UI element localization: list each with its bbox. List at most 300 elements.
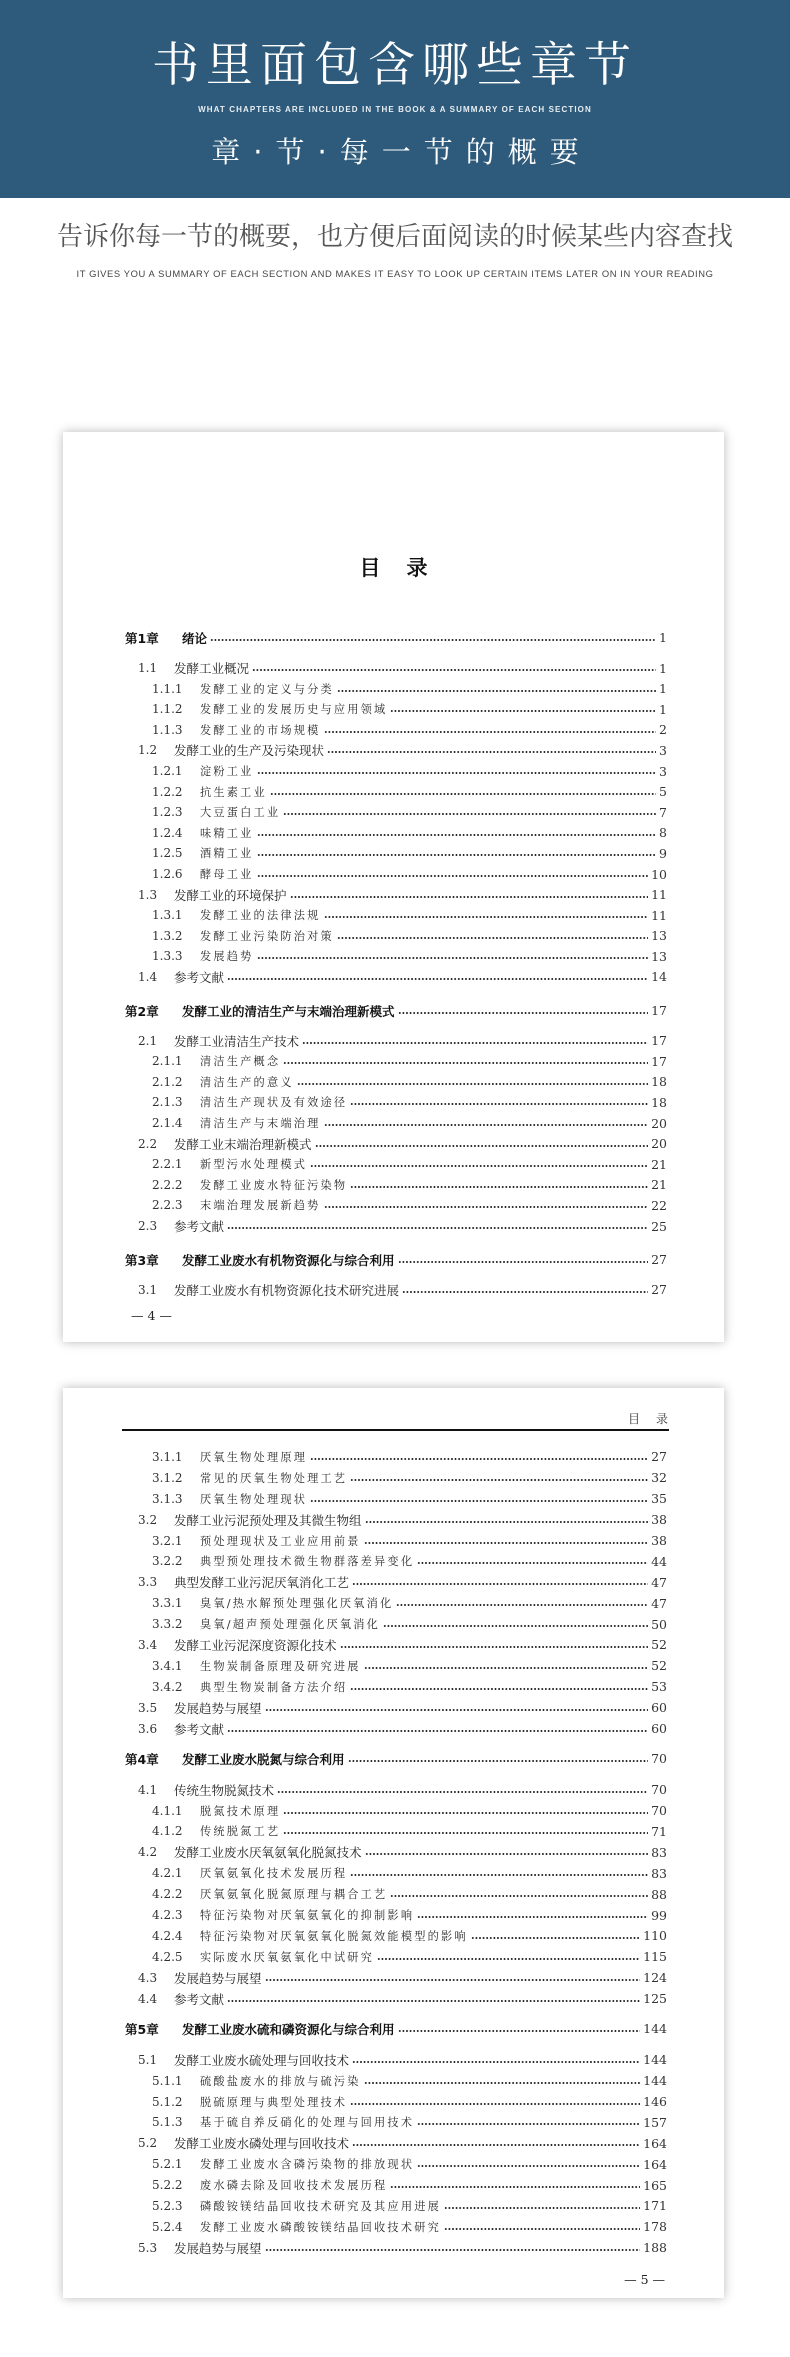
- entry-title: 发酵工业的清洁生产与末端治理新模式: [182, 1003, 395, 1019]
- dot-leader: [310, 1499, 648, 1503]
- entry-title: 特征污染物对厌氧氨氧化的抑制影响: [200, 1909, 415, 1923]
- entry-title: 发酵工业的生产及污染现状: [174, 743, 325, 759]
- toc-entry-subsection: [63, 1488, 667, 1509]
- toc-entry-chapter: [63, 2018, 667, 2039]
- entry-title: 抗生素工业: [200, 785, 267, 799]
- entry-page-number: 18: [651, 1074, 667, 1090]
- dot-leader: [324, 915, 649, 919]
- dot-leader: [364, 1541, 648, 1545]
- entry-page-number: 32: [651, 1470, 667, 1486]
- entry-page-number: 99: [651, 1907, 667, 1923]
- header-rule: [122, 1429, 669, 1431]
- entry-title: 参考文献: [174, 1219, 225, 1235]
- entry-number: 5.1.3: [152, 2115, 183, 2130]
- dot-leader: [257, 771, 656, 775]
- entry-number: 第5章: [125, 2021, 159, 2037]
- entry-number: 1.3.3: [152, 949, 183, 964]
- toc-entry-section: [63, 1988, 667, 2009]
- dot-leader: [377, 1957, 640, 1961]
- toc-entry-subsection: [63, 761, 667, 782]
- entry-number: 3.2: [138, 1512, 158, 1527]
- entry-page-number: 50: [651, 1616, 667, 1632]
- entry-page-number: 52: [651, 1637, 667, 1653]
- toc-entry-subsection: [63, 2154, 667, 2175]
- toc-entries: [63, 628, 667, 1300]
- toc-entry-section: [63, 2049, 667, 2070]
- entry-title: 发酵工业的市场规模: [200, 723, 321, 737]
- entry-page-number: 17: [651, 1053, 667, 1069]
- entry-title: 发酵工业废水有机物资源化技术研究进展: [174, 1282, 400, 1298]
- entry-title: 发酵工业废水硫和磷资源化与综合利用: [182, 2021, 395, 2037]
- toc-entry-subsection: [63, 1925, 667, 1946]
- entry-page-number: 27: [651, 1282, 667, 1298]
- entry-title: 典型发酵工业污泥厌氧消化工艺: [174, 1575, 350, 1591]
- entry-number: 2.2.1: [152, 1157, 183, 1172]
- dot-leader: [315, 1144, 649, 1148]
- dot-leader: [283, 812, 656, 816]
- toc-entry-subsection: [63, 2216, 667, 2237]
- dot-leader: [398, 2029, 641, 2033]
- dot-leader: [257, 853, 656, 857]
- dot-leader: [352, 2060, 640, 2064]
- entry-number: 1.2.6: [152, 867, 183, 882]
- toc-page-1: [63, 432, 724, 1342]
- entry-page-number: 188: [643, 2240, 667, 2256]
- entry-number: 2.1.1: [152, 1054, 183, 1069]
- entry-page-number: 52: [651, 1658, 667, 1674]
- toc-entry-subsection: [63, 1195, 667, 1216]
- intro-text-en: IT GIVES YOU A SUMMARY OF EACH SECTION AND MAKES IT EASY TO LOOK UP CERTAIN ITEMS LATER ON IN YOUR READING: [76, 268, 714, 279]
- entry-title: 酒精工业: [200, 847, 254, 861]
- entry-number: 1.2.5: [152, 846, 183, 861]
- entry-title: 发酵工业的发展历史与应用领域: [200, 703, 388, 717]
- toc-entry-chapter: [63, 628, 667, 649]
- entry-title: 脱氮技术原理: [200, 1804, 281, 1818]
- toc-entry-subsection: [63, 843, 667, 864]
- entry-title: 发酵工业的定义与分类: [200, 682, 334, 696]
- toc-entry-subsection: [63, 1884, 667, 1905]
- entry-page-number: 171: [643, 2198, 667, 2214]
- toc-entry-section: [63, 740, 667, 761]
- entry-page-number: 22: [651, 1197, 667, 1213]
- entry-page-number: 35: [651, 1491, 667, 1507]
- entry-number: 4.2: [138, 1845, 158, 1860]
- entry-title: 发展趋势与展望: [174, 2240, 262, 2256]
- toc-entry-chapter: [63, 1249, 667, 1270]
- toc-entry-subsection: [63, 1800, 667, 1821]
- toc-entry-section: [63, 2133, 667, 2154]
- entry-page-number: 21: [651, 1156, 667, 1172]
- entry-title: 发酵工业废水厌氧氨氧化脱氮技术: [174, 1845, 362, 1861]
- entry-page-number: 165: [643, 2177, 667, 2193]
- dot-leader: [398, 1011, 649, 1015]
- entry-page-number: 1: [659, 681, 667, 697]
- banner-title: 书里面包含哪些章节: [152, 38, 638, 93]
- dot-leader: [257, 874, 649, 878]
- toc-entry-chapter: [63, 1000, 667, 1021]
- dot-leader: [390, 1894, 648, 1898]
- entry-page-number: 70: [651, 1751, 667, 1767]
- entry-number: 2.2.3: [152, 1198, 183, 1213]
- entry-page-number: 124: [643, 1970, 667, 1986]
- entry-title: 发酵工业污染防治对策: [200, 929, 334, 943]
- toc-entries: [63, 1447, 667, 2259]
- entry-number: 1.4: [138, 969, 158, 984]
- entry-title: 实际废水厌氧氨氧化中试研究: [200, 1950, 375, 1964]
- entry-page-number: 13: [651, 928, 667, 944]
- entry-title: 发酵工业废水有机物资源化与综合利用: [182, 1252, 395, 1268]
- entry-number: 5.2.2: [152, 2178, 183, 2193]
- entry-title: 参考文献: [174, 1721, 225, 1737]
- dot-leader: [310, 1457, 648, 1461]
- dot-leader: [364, 2081, 640, 2085]
- entry-title: 味精工业: [200, 826, 254, 840]
- toc-entry-section: [63, 967, 667, 988]
- entry-page-number: 10: [651, 866, 667, 882]
- dot-leader: [302, 1041, 648, 1045]
- entry-number: 1.3: [138, 887, 158, 902]
- entry-title: 发酵工业的环境保护: [174, 887, 287, 903]
- entry-number: 3.2.1: [152, 1533, 183, 1548]
- dot-leader: [265, 1708, 649, 1712]
- entry-title: 厌氧生物处理现状: [200, 1492, 308, 1506]
- entry-number: 3.6: [138, 1721, 158, 1736]
- toc-entry-subsection: [63, 1051, 667, 1072]
- toc-entry-subsection: [63, 781, 667, 802]
- toc-entry-subsection: [63, 1175, 667, 1196]
- toc-entry-subsection: [63, 720, 667, 741]
- dot-leader: [324, 1123, 649, 1127]
- toc-entry-subsection: [63, 1467, 667, 1488]
- entry-title: 生物炭制备原理及研究进展: [200, 1659, 361, 1673]
- entry-number: 4.1.2: [152, 1824, 183, 1839]
- toc-entry-subsection: [63, 864, 667, 885]
- dot-leader: [444, 2206, 640, 2210]
- entry-number: 第4章: [125, 1751, 159, 1767]
- toc-entry-subsection: [63, 1092, 667, 1113]
- entry-title: 臭氧/超声预处理强化厌氧消化: [200, 1618, 381, 1632]
- entry-page-number: 27: [651, 1252, 667, 1268]
- entry-title: 发酵工业末端治理新模式: [174, 1136, 312, 1152]
- dot-leader: [297, 1082, 648, 1086]
- entry-number: 4.3: [138, 1970, 158, 1985]
- dot-leader: [283, 1061, 648, 1065]
- entry-page-number: 2: [659, 722, 667, 738]
- entry-number: 1.2: [138, 743, 158, 758]
- dot-leader: [417, 1915, 648, 1919]
- entry-title: 发酵工业污泥深度资源化技术: [174, 1637, 337, 1653]
- dot-leader: [310, 1164, 648, 1168]
- toc-entry-chapter: [63, 1748, 667, 1769]
- entry-title: 废水磷去除及回收技术发展历程: [200, 2179, 388, 2193]
- entry-number: 1.2.3: [152, 805, 183, 820]
- entry-page-number: 18: [651, 1094, 667, 1110]
- toc-entry-section: [63, 1779, 667, 1800]
- entry-page-number: 115: [643, 1949, 667, 1965]
- toc-entry-section: [63, 1133, 667, 1154]
- toc-entry-subsection: [63, 1530, 667, 1551]
- entry-title: 磷酸铵镁结晶回收技术研究及其应用进展: [200, 2199, 441, 2213]
- entry-number: 1.1.3: [152, 722, 183, 737]
- entry-page-number: 70: [651, 1803, 667, 1819]
- header-banner: [0, 0, 790, 198]
- dot-leader: [350, 1873, 648, 1877]
- entry-title: 发酵工业概况: [174, 661, 250, 677]
- toc-entry-subsection: [63, 699, 667, 720]
- entry-title: 清洁生产与末端治理: [200, 1117, 321, 1131]
- entry-title: 大豆蛋白工业: [200, 806, 281, 820]
- dot-leader: [364, 1666, 648, 1670]
- entry-number: 3.1.2: [152, 1470, 183, 1485]
- entry-number: 3.4.1: [152, 1658, 183, 1673]
- entry-title: 常见的厌氧生物处理工艺: [200, 1471, 348, 1485]
- entry-title: 脱硫原理与典型处理技术: [200, 2095, 348, 2109]
- toc-entry-subsection: [63, 1676, 667, 1697]
- toc-entry-subsection: [63, 1447, 667, 1468]
- entry-page-number: 60: [651, 1700, 667, 1716]
- dot-leader: [227, 1226, 648, 1230]
- page-number-footer: — 5 —: [624, 2272, 665, 2287]
- entry-page-number: 53: [651, 1679, 667, 1695]
- entry-page-number: 3: [659, 742, 667, 758]
- entry-number: 3.5: [138, 1700, 158, 1715]
- dot-leader: [265, 2248, 641, 2252]
- entry-title: 清洁生产现状及有效途径: [200, 1096, 348, 1110]
- toc-entry-subsection: [63, 1072, 667, 1093]
- dot-leader: [340, 1645, 649, 1649]
- entry-title: 发展趋势与展望: [174, 1970, 262, 1986]
- entry-title: 清洁生产概念: [200, 1055, 281, 1069]
- entry-page-number: 11: [651, 907, 667, 923]
- entry-page-number: 144: [643, 2073, 667, 2089]
- entry-number: 2.1: [138, 1033, 158, 1048]
- toc-entry-subsection: [63, 1946, 667, 1967]
- dot-leader: [471, 1936, 640, 1940]
- entry-number: 4.1.1: [152, 1803, 183, 1818]
- entry-number: 1.1.1: [152, 681, 183, 696]
- entry-page-number: 88: [651, 1886, 667, 1902]
- entry-page-number: 47: [651, 1595, 667, 1611]
- page-number-footer: — 4 —: [131, 1308, 172, 1323]
- toc-entry-section: [63, 2237, 667, 2258]
- entry-title: 清洁生产的意义: [200, 1075, 294, 1089]
- toc-entry-subsection: [63, 678, 667, 699]
- entry-number: 第1章: [125, 630, 159, 646]
- entry-page-number: 144: [643, 2052, 667, 2068]
- toc-entry-subsection: [63, 1863, 667, 1884]
- banner-subtitle-en: WHAT CHAPTERS ARE INCLUDED IN THE BOOK & A SUMMARY OF EACH SECTION: [198, 105, 592, 114]
- entry-page-number: 17: [651, 1003, 667, 1019]
- entry-title: 发酵工业清洁生产技术: [174, 1033, 300, 1049]
- dot-leader: [417, 2122, 640, 2126]
- entry-number: 2.2: [138, 1136, 158, 1151]
- toc-entry-subsection: [63, 946, 667, 967]
- entry-number: 1.3.1: [152, 908, 183, 923]
- entry-number: 1.2.4: [152, 825, 183, 840]
- toc-entry-section: [63, 1967, 667, 1988]
- entry-page-number: 27: [651, 1449, 667, 1465]
- entry-page-number: 164: [643, 2135, 667, 2151]
- entry-number: 3.4.2: [152, 1679, 183, 1694]
- entry-page-number: 5: [659, 784, 667, 800]
- entry-number: 2.2.2: [152, 1177, 183, 1192]
- entry-title: 参考文献: [174, 1991, 225, 2007]
- toc-entry-subsection: [63, 1905, 667, 1926]
- entry-number: 1.2.1: [152, 764, 183, 779]
- dot-leader: [283, 1811, 648, 1815]
- entry-title: 传统生物脱氮技术: [174, 1782, 275, 1798]
- entry-page-number: 144: [643, 2021, 667, 2037]
- dot-leader: [270, 792, 656, 796]
- entry-page-number: 70: [651, 1782, 667, 1798]
- entry-title: 末端治理发展新趋势: [200, 1199, 321, 1213]
- intro-text-cn: 告诉你每一节的概要，也方便后面阅读的时候某些内容查找: [56, 222, 733, 252]
- dot-leader: [350, 1478, 648, 1482]
- entry-page-number: 71: [651, 1823, 667, 1839]
- dot-leader: [417, 2164, 640, 2168]
- entry-page-number: 3: [659, 763, 667, 779]
- entry-page-number: 9: [659, 845, 667, 861]
- dot-leader: [337, 936, 648, 940]
- dot-leader: [402, 1290, 648, 1294]
- entry-number: 3.4: [138, 1637, 158, 1652]
- toc-entry-subsection: [63, 802, 667, 823]
- entry-number: 3.3.2: [152, 1617, 183, 1632]
- entry-title: 基于硫自养反硝化的处理与回用技术: [200, 2116, 415, 2130]
- entry-title: 厌氧氨氧化脱氮原理与耦合工艺: [200, 1888, 388, 1902]
- dot-leader: [398, 1260, 649, 1264]
- toc-entry-section: [63, 1030, 667, 1051]
- toc-entry-subsection: [63, 2175, 667, 2196]
- entry-number: 1.1: [138, 661, 158, 676]
- dot-leader: [350, 2102, 640, 2106]
- toc-entry-section: [63, 1216, 667, 1237]
- toc-title: 目录: [359, 556, 454, 580]
- dot-leader: [324, 730, 657, 734]
- toc-entry-section: [63, 884, 667, 905]
- toc-entry-subsection: [63, 2091, 667, 2112]
- dot-leader: [365, 1852, 649, 1856]
- entry-title: 新型污水处理模式: [200, 1158, 308, 1172]
- toc-entry-subsection: [63, 2112, 667, 2133]
- entry-number: 第3章: [125, 1252, 159, 1268]
- dot-leader: [283, 1831, 648, 1835]
- entry-number: 2.1.4: [152, 1116, 183, 1131]
- dot-leader: [290, 895, 649, 899]
- entry-number: 第2章: [125, 1003, 159, 1019]
- entry-page-number: 110: [643, 1928, 667, 1944]
- entry-page-number: 1: [659, 701, 667, 717]
- dot-leader: [444, 2227, 640, 2231]
- dot-leader: [352, 2143, 640, 2147]
- toc-entry-subsection: [63, 823, 667, 844]
- entry-title: 厌氧生物处理原理: [200, 1450, 308, 1464]
- entry-number: 3.1.3: [152, 1491, 183, 1506]
- dot-leader: [350, 1185, 648, 1189]
- dot-leader: [210, 638, 656, 642]
- entry-title: 特征污染物对厌氧氨氧化脱氮效能模型的影响: [200, 1929, 468, 1943]
- dot-leader: [257, 956, 649, 960]
- dot-leader: [383, 1624, 648, 1628]
- entry-page-number: 20: [651, 1115, 667, 1131]
- entry-page-number: 8: [659, 825, 667, 841]
- entry-number: 4.2.3: [152, 1908, 183, 1923]
- dot-leader: [227, 1729, 648, 1733]
- entry-page-number: 17: [651, 1033, 667, 1049]
- entry-number: 1.1.2: [152, 702, 183, 717]
- entry-page-number: 7: [659, 804, 667, 820]
- dot-leader: [257, 833, 656, 837]
- dot-leader: [327, 750, 656, 754]
- toc-entry-subsection: [63, 2070, 667, 2091]
- toc-entry-section: [63, 1279, 667, 1300]
- dot-leader: [348, 1759, 649, 1763]
- entry-number: 5.2.1: [152, 2157, 183, 2172]
- dot-leader: [265, 1978, 641, 1982]
- toc-entry-section: [63, 1572, 667, 1593]
- dot-leader: [365, 1520, 649, 1524]
- entry-page-number: 178: [643, 2219, 667, 2235]
- entry-number: 2.1.2: [152, 1074, 183, 1089]
- entry-title: 绪论: [182, 630, 208, 646]
- entry-page-number: 83: [651, 1844, 667, 1860]
- entry-title: 发酵工业废水含磷污染物的排放现状: [200, 2158, 415, 2172]
- entry-title: 硫酸盐废水的排放与硫污染: [200, 2074, 361, 2088]
- entry-title: 发酵工业废水磷酸铵镁结晶回收技术研究: [200, 2220, 441, 2234]
- dot-leader: [396, 1603, 648, 1607]
- entry-page-number: 44: [651, 1553, 667, 1569]
- entry-number: 5.1: [138, 2052, 158, 2067]
- entry-number: 4.2.2: [152, 1887, 183, 1902]
- entry-number: 5.3: [138, 2240, 158, 2255]
- entry-number: 3.2.2: [152, 1554, 183, 1569]
- banner-tagline: 章·节·每一节的概要: [211, 135, 592, 169]
- entry-number: 1.2.2: [152, 784, 183, 799]
- toc-page-2: [63, 1388, 724, 2298]
- entry-number: 2.1.3: [152, 1095, 183, 1110]
- entry-page-number: 11: [651, 887, 667, 903]
- toc-entry-subsection: [63, 1593, 667, 1614]
- entry-title: 典型预处理技术微生物群落差异变化: [200, 1555, 415, 1569]
- entry-page-number: 60: [651, 1721, 667, 1737]
- dot-leader: [252, 668, 656, 672]
- entry-number: 3.3.1: [152, 1596, 183, 1611]
- entry-number: 2.3: [138, 1219, 158, 1234]
- entry-page-number: 38: [651, 1533, 667, 1548]
- entry-number: 1.3.2: [152, 928, 183, 943]
- entry-title: 发酵工业废水硫处理与回收技术: [174, 2052, 350, 2068]
- toc-entry-subsection: [63, 1821, 667, 1842]
- entry-page-number: 13: [651, 948, 667, 964]
- entry-page-number: 47: [651, 1574, 667, 1590]
- entry-page-number: 38: [651, 1512, 667, 1528]
- dot-leader: [352, 1582, 648, 1586]
- entry-number: 4.2.4: [152, 1928, 183, 1943]
- toc-entry-subsection: [63, 1551, 667, 1572]
- toc-entry-subsection: [63, 926, 667, 947]
- entry-number: 4.2.5: [152, 1949, 183, 1964]
- toc-entry-section: [63, 1697, 667, 1718]
- entry-number: 4.4: [138, 1991, 158, 2006]
- dot-leader: [350, 1687, 648, 1691]
- entry-title: 发酵工业废水特征污染物: [200, 1178, 348, 1192]
- entry-page-number: 83: [651, 1865, 667, 1881]
- dot-leader: [324, 1205, 649, 1209]
- toc-entry-section: [63, 1635, 667, 1656]
- entry-title: 发酵工业的法律法规: [200, 909, 321, 923]
- toc-entry-section: [63, 1509, 667, 1530]
- entry-title: 发酵工业废水脱氮与综合利用: [182, 1751, 345, 1767]
